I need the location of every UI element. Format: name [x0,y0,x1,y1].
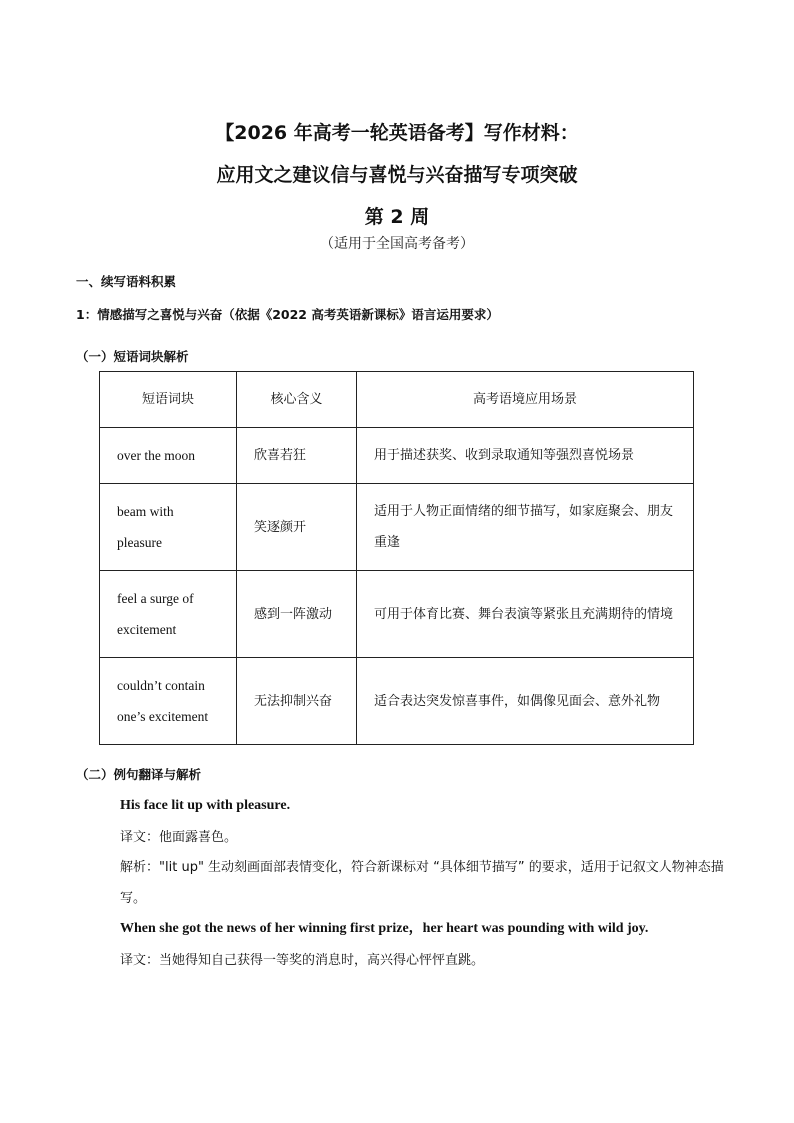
examples-heading: （二）例句翻译与解析 [76,767,202,782]
meaning-cell: 无法抑制兴奋 [237,658,357,745]
document-title-line2: 应用文之建议信与喜悦与兴奋描写专项突破 [216,164,578,186]
example-sentence-1: His face lit up with pleasure. [120,798,291,813]
scene-cell: 适用于人物正面情绪的细节描写，如家庭聚会、朋友重逢 [357,484,694,571]
phrase-cell: over the moon [100,428,237,484]
translation-text: 当她得知自己获得一等奖的消息时，高兴得心怦怦直跳。 [159,953,485,968]
column-header: 核心含义 [237,372,357,428]
meaning-cell: 欣喜若狂 [237,428,357,484]
example-sentence-2: When she got the news of her winning first prize，her heart was pounding with wild joy. [120,921,649,936]
example-analysis-1 [120,852,726,914]
analysis-text: "lit up" 生动刻画面部表情变化，符合新课标对 “具体细节描写” 的要求，适用于记叙文人物神态描写。 [120,860,724,906]
table-row [100,484,694,571]
example-translation-1 [120,822,726,853]
example-translation-2 [120,945,726,976]
scene-cell: 适合表达突发惊喜事件，如偶像见面会、意外礼物 [357,658,694,745]
phrase-table [99,371,694,745]
table-header-row [100,372,694,428]
table-row [100,428,694,484]
scene-cell: 用于描述获奖、收到录取通知等强烈喜悦场景 [357,428,694,484]
column-header: 短语词块 [100,372,237,428]
phrase-cell: couldn’t contain one’s excitement [100,658,237,745]
meaning-cell: 感到一阵激动 [237,571,357,658]
subsection-heading: 1：情感描写之喜悦与兴奋（依据《2022 高考英语新课标》语言运用要求） [76,307,499,322]
column-header: 高考语境应用场景 [357,372,694,428]
phrase-cell: beam with pleasure [100,484,237,571]
document-title-line1: 【2026 年高考一轮英语备考】写作材料： [215,122,579,144]
meaning-cell: 笑逐颜开 [237,484,357,571]
scene-cell: 可用于体育比赛、舞台表演等紧张且充满期待的情境 [357,571,694,658]
translation-label: 译文： [120,830,160,845]
table-row [100,658,694,745]
table-row [100,571,694,658]
analysis-label: 解析： [120,860,160,875]
week-label: 第 2 周 [364,206,430,228]
translation-label: 译文： [120,953,160,968]
translation-text: 他面露喜色。 [159,830,238,845]
document-subtitle: （适用于全国高考备考） [320,236,474,252]
phrase-table-heading: （一）短语词块解析 [76,349,189,364]
phrase-cell: feel a surge of excitement [100,571,237,658]
section-heading: 一、续写语料积累 [76,274,177,289]
